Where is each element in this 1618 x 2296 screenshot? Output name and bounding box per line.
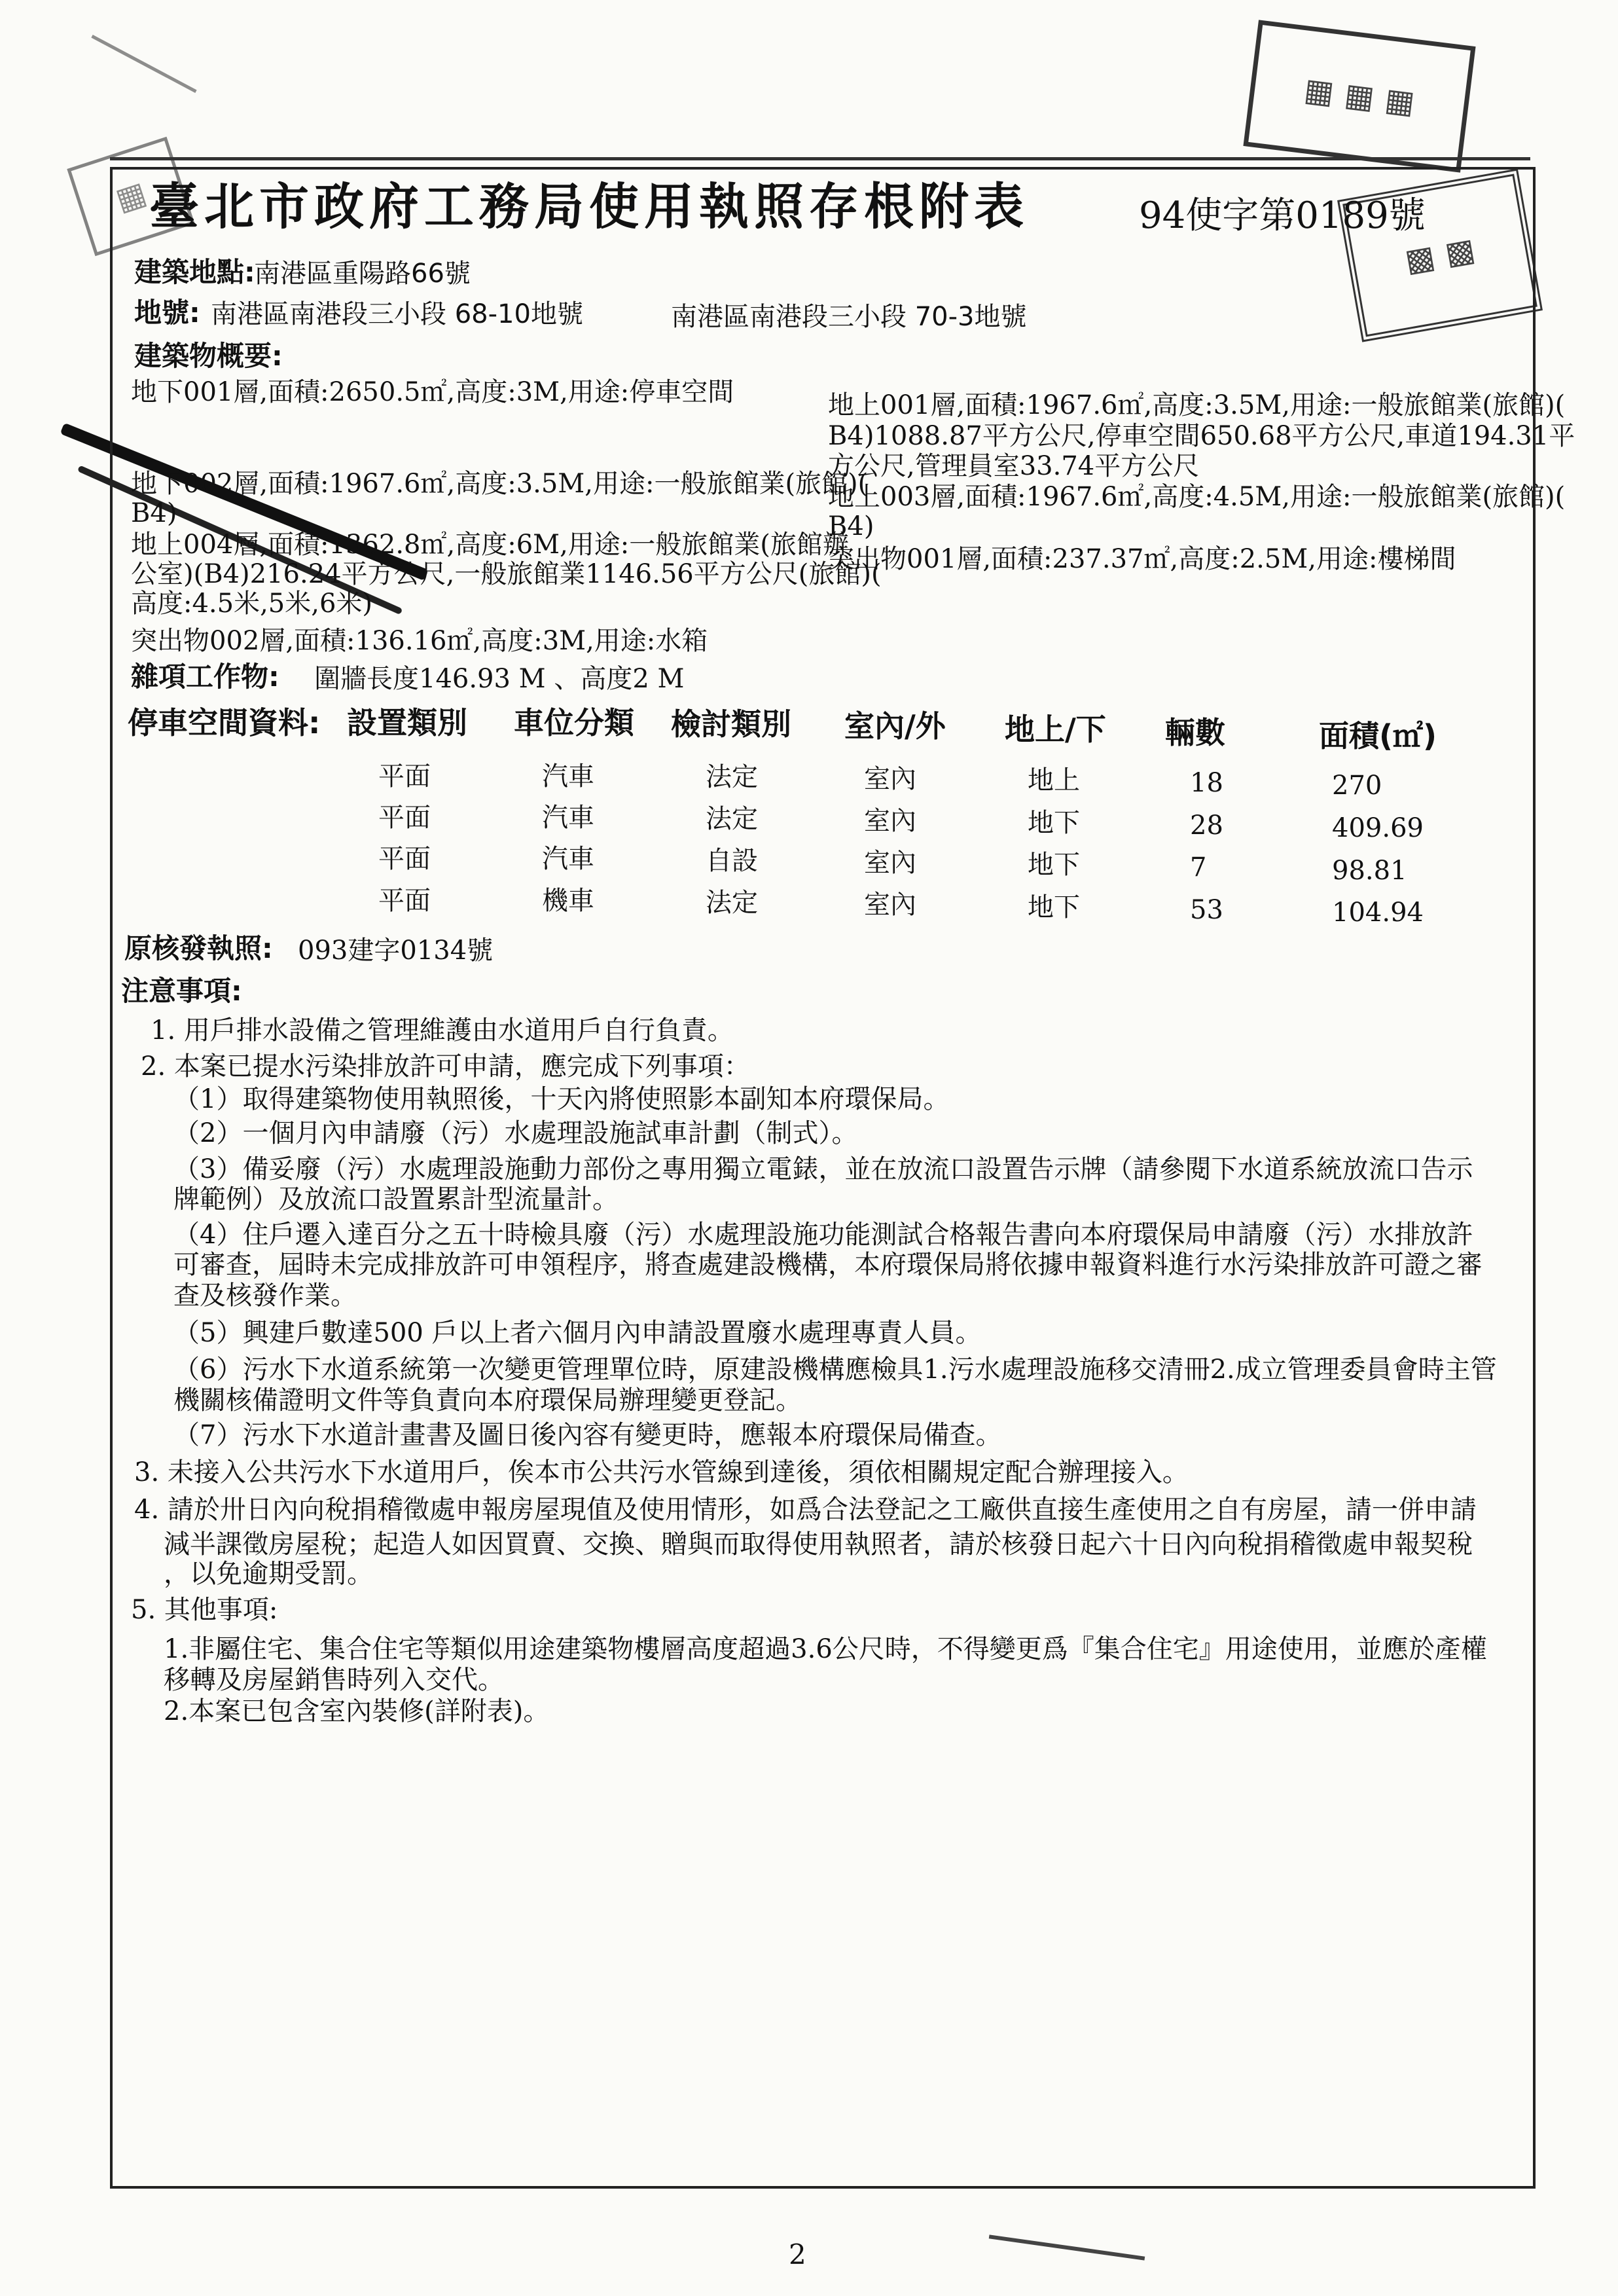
list-item: （4）住戶遷入達百分之五十時檢具廢（污）水處理設施功能測試合格報告書向本府環保局申請廢（污）水排放許	[173, 1220, 1473, 1250]
parking-cell: 法定	[706, 888, 758, 918]
parking-cell: 機車	[542, 886, 594, 916]
parking-cell: 汽車	[542, 761, 594, 792]
parking-cell: 室內	[864, 806, 916, 836]
parking-header-cell: 檢討類別	[671, 706, 791, 742]
list-item: （7）污水下水道計畫書及圖日後內容有變更時，應報本府環保局備查。	[173, 1420, 1002, 1450]
overview-line: 地下002層,面積:1967.6㎡,高度:3.5M,用途:一般旅館業(旅館)(	[131, 469, 869, 499]
list-item: （2）一個月內申請廢（污）水處理設施試車計劃（制式）。	[173, 1118, 858, 1148]
parking-header-cell: 室內/外	[844, 708, 946, 744]
parking-cell: 汽車	[542, 844, 594, 874]
document-title: 臺北市政府工務局使用執照存根附表	[149, 177, 1029, 236]
parking-cell: 409.69	[1332, 813, 1424, 843]
list-item: ，以免逾期受罰。	[164, 1559, 373, 1589]
list-item: 減半課徵房屋稅；起造人如因買賣、交換、贈與而取得使用執照者，請於核發日起六十日內向稅捐稽徵處申報契稅	[164, 1529, 1473, 1559]
list-item: 3. 未接入公共污水下水道用戶，俟本市公共污水管線到達後，須依相關規定配合辦理接入。	[134, 1457, 1189, 1487]
list-item: 查及核發作業。	[173, 1281, 357, 1311]
parking-cell: 室內	[864, 848, 916, 878]
parking-cell: 平面	[378, 803, 431, 833]
list-item: （5）興建戶數達500 戶以上者六個月內申請設置廢水處理專責人員。	[173, 1318, 982, 1348]
parking-cell: 自設	[706, 846, 758, 876]
misc-value: 圍牆長度146.93 M 、高度2 M	[314, 664, 685, 694]
overview-line: 地上003層,面積:1967.6㎡,高度:4.5M,用途:一般旅館業(旅館)(	[828, 482, 1566, 512]
parking-cell: 98.81	[1332, 856, 1407, 886]
parking-cell: 平面	[378, 886, 431, 916]
list-item: 5. 其他事項:	[131, 1595, 278, 1625]
location-value: 南港區重陽路66號	[254, 259, 471, 289]
parking-cell: 汽車	[542, 803, 594, 833]
lot-value-1: 南港區南港段三小段 68-10地號	[211, 299, 583, 329]
list-item: （1）取得建築物使用執照後，十天內將使照影本副知本府環保局。	[173, 1084, 950, 1114]
parking-cell: 53	[1190, 895, 1223, 925]
overview-line: 突出物001層,面積:237.37㎡,高度:2.5M,用途:樓梯間	[828, 544, 1456, 574]
list-item: 1.非屬住宅、集合住宅等類似用途建築物樓層高度超過3.6公尺時，不得變更爲『集合住宅』用途使用，並應於產權	[164, 1634, 1487, 1664]
parking-header-cell: 車位分類	[514, 705, 634, 740]
original-permit-value: 093建字0134號	[298, 936, 494, 966]
parking-cell: 地上	[1028, 765, 1080, 795]
parking-cell: 104.94	[1332, 898, 1424, 928]
page-number: 2	[789, 2238, 806, 2270]
seal-stamp: ▩ ▩	[1337, 168, 1543, 342]
parking-cell: 270	[1332, 771, 1382, 801]
parking-cell: 法定	[706, 762, 758, 792]
overview-line: 公室)(B4)216.24平方公尺,一般旅館業1146.56平方公尺(旅館)(	[131, 559, 882, 589]
overview-line: B4)	[828, 511, 874, 541]
parking-cell: 室內	[864, 764, 916, 794]
list-item: 機關核備證明文件等負責向本府環保局辦理變更登記。	[173, 1385, 802, 1415]
parking-cell: 法定	[706, 804, 758, 834]
parking-cell: 地下	[1028, 892, 1080, 922]
overview-label: 建築物概要:	[134, 340, 283, 372]
parking-cell: 地下	[1028, 808, 1080, 838]
parking-cell: 室內	[864, 890, 916, 920]
overview-line: 突出物002層,面積:136.16㎡,高度:3M,用途:水箱	[131, 626, 708, 656]
parking-cell: 7	[1190, 852, 1207, 883]
overview-line: B4)1088.87平方公尺,停車空間650.68平方公尺,車道194.31平	[828, 421, 1575, 451]
parking-header-cell: 設置類別	[347, 705, 467, 740]
notes-label: 注意事項:	[121, 975, 242, 1007]
seal-stamp: ▦	[67, 137, 194, 257]
seal-stamp: ▦ ▦ ▦	[1243, 20, 1475, 172]
parking-cell: 18	[1190, 768, 1223, 798]
parking-header-cell: 地上/下	[1005, 712, 1106, 747]
location-label: 建築地點:	[134, 256, 255, 288]
ink-mark	[91, 35, 196, 93]
parking-label: 停車空間資料:	[128, 705, 321, 740]
permit-number: 94使字第0189號	[1139, 194, 1426, 237]
parking-header-cell: 面積(㎡)	[1319, 718, 1437, 754]
top-rule	[110, 157, 1530, 160]
overview-line: 地下001層,面積:2650.5㎡,高度:3M,用途:停車空間	[131, 377, 734, 407]
parking-cell: 28	[1190, 811, 1223, 841]
lot-label: 地號:	[134, 297, 200, 329]
parking-header-cell: 輛數	[1165, 715, 1225, 750]
overview-line: 方公尺,管理員室33.74平方公尺	[828, 451, 1200, 481]
parking-cell: 平面	[378, 761, 431, 792]
ink-mark	[989, 2234, 1145, 2260]
misc-label: 雜項工作物:	[131, 661, 279, 693]
original-permit-label: 原核發執照:	[124, 932, 273, 964]
list-item: （3）備妥廢（污）水處理設施動力部份之專用獨立電錶，並在放流口設置告示牌（請參閱下水道系統放流口告示	[173, 1154, 1473, 1184]
overview-line: 地上004層,面積:1362.8㎡,高度:6M,用途:一般旅館業(旅館辦	[131, 530, 849, 560]
parking-cell: 平面	[378, 844, 431, 874]
lot-value-2: 南港區南港段三小段 70-3地號	[671, 302, 1027, 332]
list-item: 2.本案已包含室內裝修(詳附表)。	[164, 1696, 550, 1726]
overview-line: 地上001層,面積:1967.6㎡,高度:3.5M,用途:一般旅館業(旅館)(	[828, 390, 1566, 420]
overview-line: B4)	[131, 498, 177, 528]
list-item: 牌範例）及放流口設置累計型流量計。	[173, 1184, 619, 1214]
list-item: （6）污水下水道系統第一次變更管理單位時，原建設機構應檢具1.污水處理設施移交清冊2.成立管理委員會時主管	[173, 1355, 1497, 1385]
parking-cell: 地下	[1028, 850, 1080, 880]
list-item: 4. 請於卅日內向稅捐稽徵處申報房屋現值及使用情形，如爲合法登記之工廠供直接生產使用之自有房屋，請一併申請	[134, 1495, 1477, 1525]
list-item: 1. 用戶排水設備之管理維護由水道用戶自行負責。	[151, 1015, 734, 1046]
overview-line: 高度:4.5米,5米,6米)	[131, 589, 373, 619]
list-item: 可審查，屆時未完成排放許可申領程序，將查處建設機構，本府環保局將依據申報資料進行水污染排放許可證之審	[173, 1250, 1483, 1280]
list-item: 移轉及房屋銷售時列入交代。	[164, 1665, 504, 1695]
list-item: 2. 本案已提水污染排放許可申請，應完成下列事項：	[141, 1051, 750, 1082]
